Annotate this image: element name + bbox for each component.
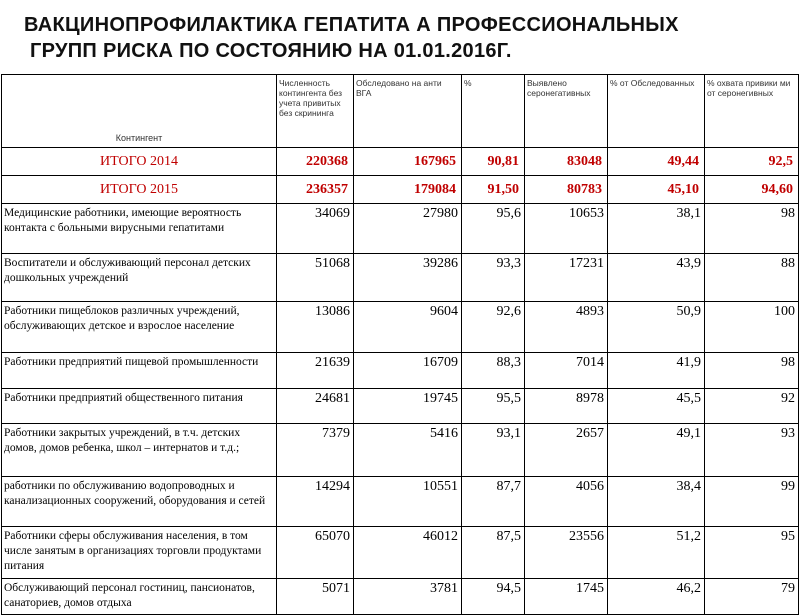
population-cell: 51068 xyxy=(277,254,354,302)
total-row xyxy=(2,148,799,176)
contingent-label: Воспитатели и обслуживающий персонал детских дошкольных учреждений xyxy=(2,254,277,302)
vaccination-table xyxy=(1,74,799,615)
examined-cell: 5416 xyxy=(354,424,462,477)
examined-cell: 19745 xyxy=(354,389,462,424)
percent-examined-cell: 49,44 xyxy=(608,148,705,176)
seronegative-cell: 7014 xyxy=(525,353,608,389)
total-label: ИТОГО 2014 xyxy=(2,148,277,176)
header-row xyxy=(2,75,799,148)
percent-cell: 87,7 xyxy=(462,477,525,527)
table-row xyxy=(2,302,799,353)
contingent-label: работники по обслуживанию водопроводных и канализационных сооружений, оборудования и сетей xyxy=(2,477,277,527)
table-row xyxy=(2,254,799,302)
examined-cell: 16709 xyxy=(354,353,462,389)
coverage-cell: 94,60 xyxy=(705,176,799,204)
header-seronegative: Выявлено серонегативных xyxy=(525,75,608,148)
percent-cell: 95,6 xyxy=(462,204,525,254)
seronegative-cell: 8978 xyxy=(525,389,608,424)
percent-cell: 93,3 xyxy=(462,254,525,302)
coverage-cell: 100 xyxy=(705,302,799,353)
coverage-cell: 95 xyxy=(705,527,799,579)
header-population: Численность контингента без учета привитых без скрининга xyxy=(277,75,354,148)
seronegative-cell: 17231 xyxy=(525,254,608,302)
population-cell: 5071 xyxy=(277,579,354,615)
seronegative-cell: 80783 xyxy=(525,176,608,204)
percent-cell: 91,50 xyxy=(462,176,525,204)
examined-cell: 39286 xyxy=(354,254,462,302)
percent-examined-cell: 46,2 xyxy=(608,579,705,615)
contingent-label: Работники сферы обслуживания населения, в том числе занятым в организациях торговли продуктами питания xyxy=(2,527,277,579)
examined-cell: 167965 xyxy=(354,148,462,176)
percent-examined-cell: 50,9 xyxy=(608,302,705,353)
header-examined: Обследовано на анти ВГА xyxy=(354,75,462,148)
percent-examined-cell: 49,1 xyxy=(608,424,705,477)
percent-examined-cell: 45,5 xyxy=(608,389,705,424)
examined-cell: 10551 xyxy=(354,477,462,527)
seronegative-cell: 2657 xyxy=(525,424,608,477)
header-coverage: % охвата привики ми от серонегивных xyxy=(705,75,799,148)
percent-examined-cell: 41,9 xyxy=(608,353,705,389)
examined-cell: 179084 xyxy=(354,176,462,204)
page-title xyxy=(24,12,784,64)
seronegative-cell: 10653 xyxy=(525,204,608,254)
examined-cell: 3781 xyxy=(354,579,462,615)
table-row xyxy=(2,477,799,527)
population-cell: 24681 xyxy=(277,389,354,424)
percent-examined-cell: 38,4 xyxy=(608,477,705,527)
title-line-1: ВАКЦИНОПРОФИЛАКТИКА ГЕПАТИТА А ПРОФЕССИОНАЛЬНЫХ xyxy=(24,14,679,36)
total-label: ИТОГО 2015 xyxy=(2,176,277,204)
table-row xyxy=(2,204,799,254)
title-line-2: ГРУПП РИСКА ПО СОСТОЯНИЮ НА 01.01.2016Г. xyxy=(30,40,512,62)
contingent-label: Обслуживающий персонал гостиниц, пансионатов, санаториев, домов отдыха xyxy=(2,579,277,615)
coverage-cell: 99 xyxy=(705,477,799,527)
table-row xyxy=(2,353,799,389)
table-row xyxy=(2,424,799,477)
contingent-label: Работники пищеблоков различных учреждений, обслуживающих детское и взрослое население xyxy=(2,302,277,353)
population-cell: 13086 xyxy=(277,302,354,353)
table-row xyxy=(2,579,799,615)
percent-examined-cell: 51,2 xyxy=(608,527,705,579)
percent-cell: 87,5 xyxy=(462,527,525,579)
percent-cell: 90,81 xyxy=(462,148,525,176)
coverage-cell: 88 xyxy=(705,254,799,302)
percent-examined-cell: 45,10 xyxy=(608,176,705,204)
coverage-cell: 79 xyxy=(705,579,799,615)
percent-cell: 88,3 xyxy=(462,353,525,389)
table-row xyxy=(2,527,799,579)
percent-examined-cell: 43,9 xyxy=(608,254,705,302)
table-row xyxy=(2,389,799,424)
seronegative-cell: 4056 xyxy=(525,477,608,527)
seronegative-cell: 4893 xyxy=(525,302,608,353)
coverage-cell: 92 xyxy=(705,389,799,424)
population-cell: 14294 xyxy=(277,477,354,527)
coverage-cell: 98 xyxy=(705,204,799,254)
percent-examined-cell: 38,1 xyxy=(608,204,705,254)
examined-cell: 46012 xyxy=(354,527,462,579)
seronegative-cell: 83048 xyxy=(525,148,608,176)
examined-cell: 9604 xyxy=(354,302,462,353)
header-percent: % xyxy=(462,75,525,148)
percent-cell: 93,1 xyxy=(462,424,525,477)
population-cell: 34069 xyxy=(277,204,354,254)
seronegative-cell: 1745 xyxy=(525,579,608,615)
examined-cell: 27980 xyxy=(354,204,462,254)
contingent-label: Работники предприятий общественного питания xyxy=(2,389,277,424)
coverage-cell: 92,5 xyxy=(705,148,799,176)
seronegative-cell: 23556 xyxy=(525,527,608,579)
coverage-cell: 93 xyxy=(705,424,799,477)
population-cell: 236357 xyxy=(277,176,354,204)
contingent-label: Работники закрытых учреждений, в т.ч. детских домов, домов ребенка, школ – интернатов и т.д.; xyxy=(2,424,277,477)
total-row xyxy=(2,176,799,204)
contingent-label: Медицинские работники, имеющие вероятность контакта с больными вирусными гепатитами xyxy=(2,204,277,254)
population-cell: 220368 xyxy=(277,148,354,176)
percent-cell: 95,5 xyxy=(462,389,525,424)
percent-cell: 94,5 xyxy=(462,579,525,615)
percent-cell: 92,6 xyxy=(462,302,525,353)
coverage-cell: 98 xyxy=(705,353,799,389)
population-cell: 65070 xyxy=(277,527,354,579)
header-kontingent: Контингент xyxy=(2,75,277,148)
header-percent-examined: % от Обследованных xyxy=(608,75,705,148)
population-cell: 7379 xyxy=(277,424,354,477)
population-cell: 21639 xyxy=(277,353,354,389)
contingent-label: Работники предприятий пищевой промышленности xyxy=(2,353,277,389)
